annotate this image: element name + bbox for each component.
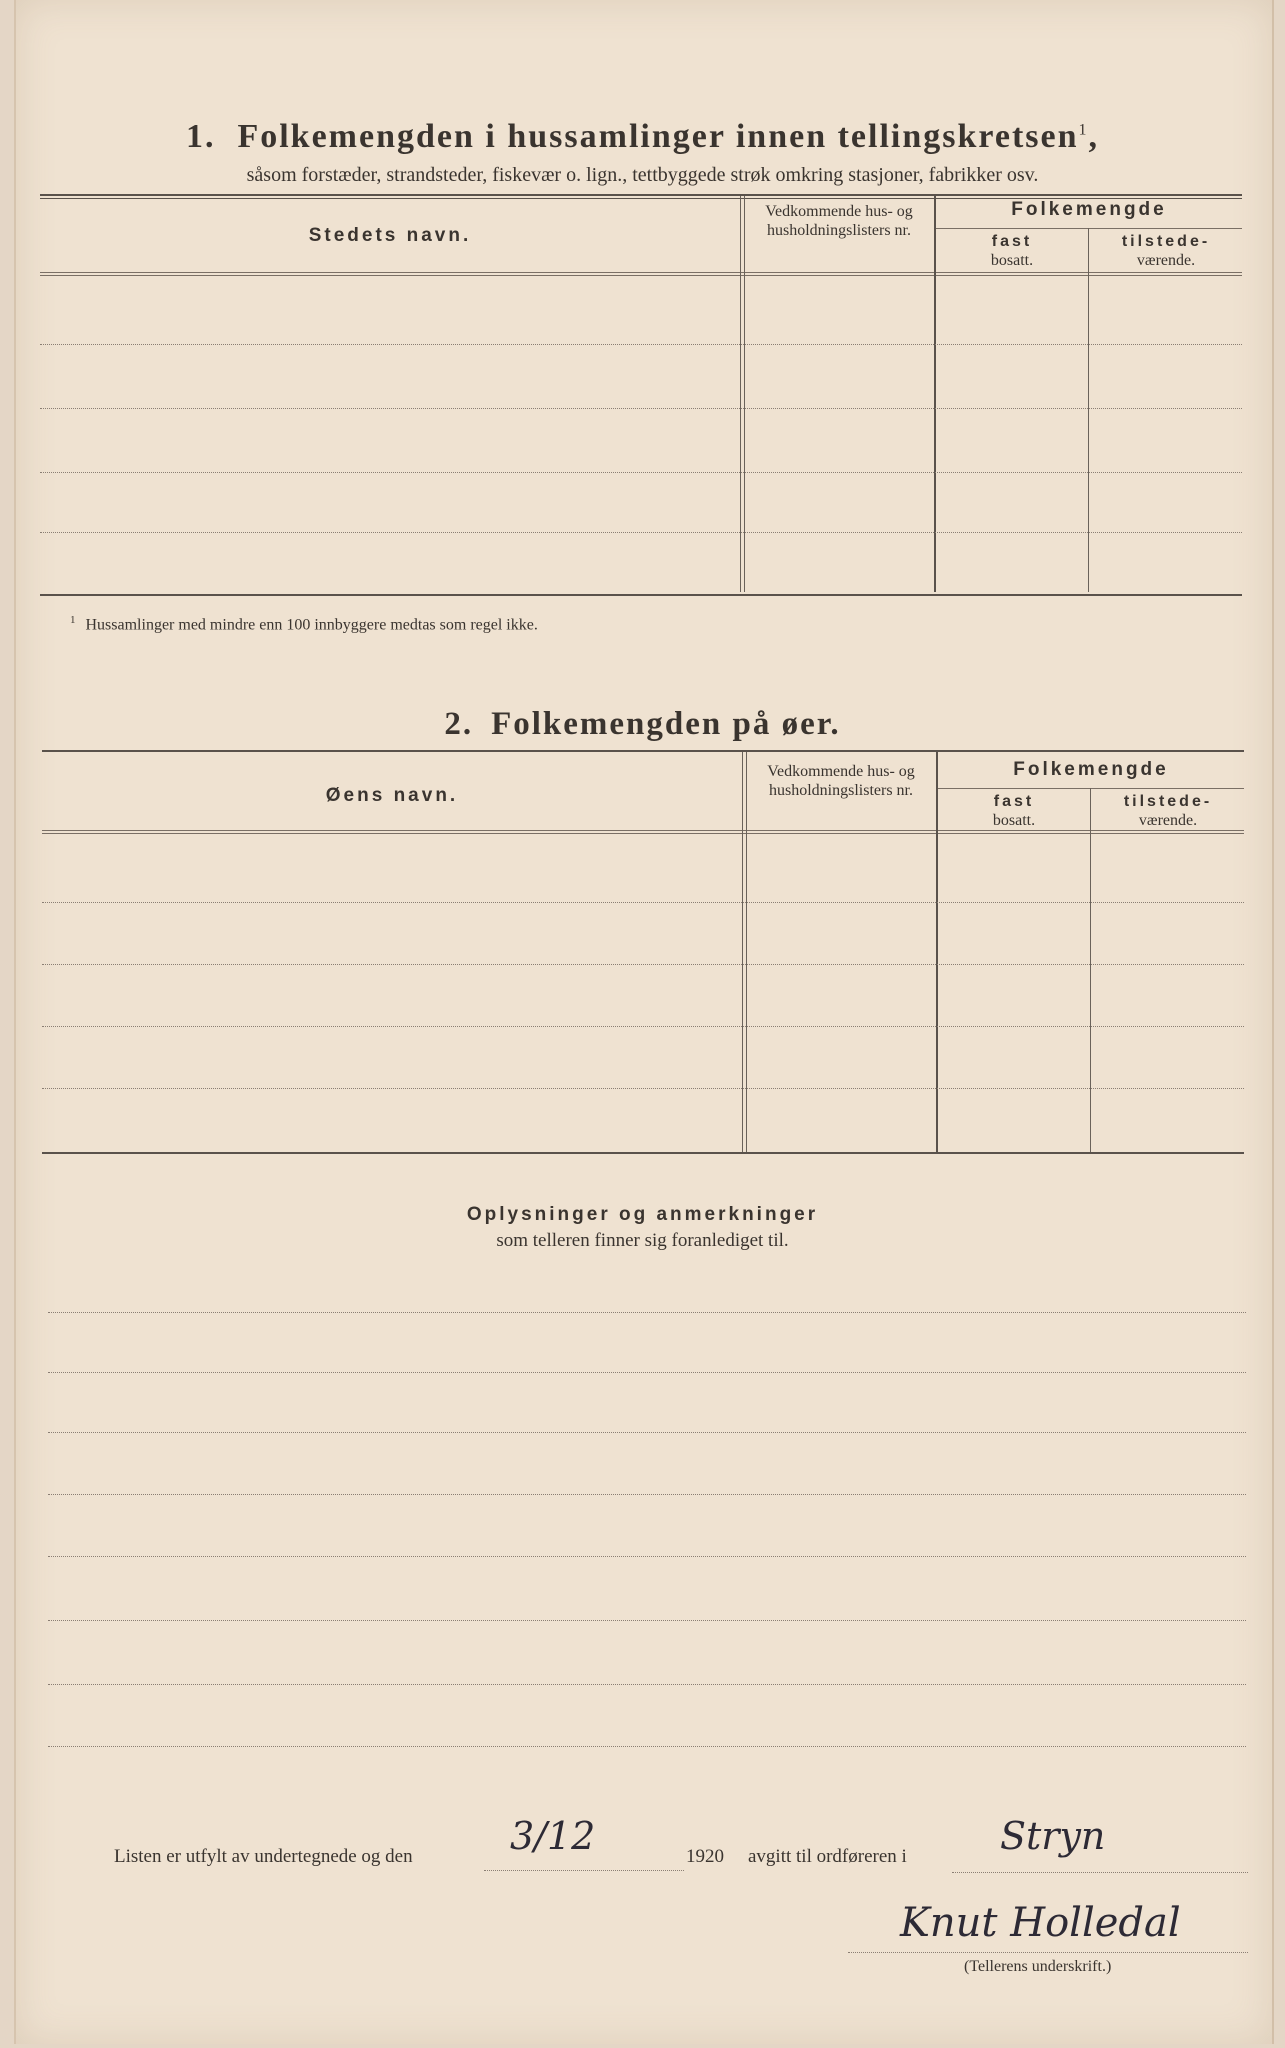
section1-title-text: Folkemengden i hussamlinger innen tellingskretsen <box>237 118 1079 155</box>
census-form-page <box>14 0 1274 2044</box>
table-row <box>42 902 1244 903</box>
section2-title: 2. Folkemengden på øer. <box>444 706 841 742</box>
closing-prefix: Listen er utfylt av undertegnede og den <box>114 1846 413 1867</box>
handwritten-date: 3/12 <box>510 1814 596 1858</box>
notes-line[interactable] <box>48 1746 1246 1747</box>
notes-line[interactable] <box>48 1620 1246 1621</box>
signature-caption: (Tellerens underskrift.) <box>964 1958 1112 1975</box>
closing-year: 1920 <box>686 1846 724 1867</box>
table-row <box>42 964 1244 965</box>
notes-line[interactable] <box>48 1684 1246 1685</box>
section2-header-list-no: Vedkommende hus- og husholdningslisters nr. <box>767 763 915 799</box>
section1-number: 1. <box>185 118 216 155</box>
table-row <box>42 1026 1244 1027</box>
section1-header-population: Folkemengde <box>1011 199 1167 220</box>
section2-table-top-rule <box>42 750 1244 752</box>
handwritten-signature: Knut Holledal <box>900 1900 1181 1946</box>
notes-title: Oplysninger og anmerkninger <box>466 1204 819 1225</box>
section1-header-fast: fast bosatt. <box>990 233 1034 269</box>
section2-header-tilstede: tilstede- værende. <box>1123 793 1213 829</box>
section1-header-name: Stedets navn. <box>308 225 472 246</box>
section1-subtitle: såsom forstæder, strandsteder, fiskevær o. lign., tettbyggede strøk omkring stasjoner, fabrikker osv. <box>246 164 1039 186</box>
section1-header-list-no: Vedkommende hus- og husholdningslisters nr. <box>765 203 913 239</box>
notes-line[interactable] <box>48 1556 1246 1557</box>
notes-line[interactable] <box>48 1372 1246 1373</box>
notes-line[interactable] <box>48 1312 1246 1313</box>
notes-line[interactable] <box>48 1432 1246 1433</box>
table-row <box>40 344 1242 345</box>
notes-line[interactable] <box>48 1494 1246 1495</box>
section2-table-bottom-rule <box>42 1152 1244 1154</box>
section2-header-name: Øens navn. <box>325 785 459 806</box>
section1-title: 1. Folkemengden i hussamlinger innen tellingskretsen$^1$, <box>185 118 1100 155</box>
table-row <box>40 532 1242 533</box>
section1-footnote-ref: 1 <box>1078 121 1089 139</box>
section2-header-population: Folkemengde <box>1013 759 1169 780</box>
handwritten-place: Stryn <box>1000 1814 1106 1858</box>
section1-table-top-rule <box>40 194 1242 196</box>
section1-table-bottom-rule <box>40 594 1242 596</box>
closing-middle: avgitt til ordføreren i <box>748 1846 907 1867</box>
notes-subtitle: som telleren finner sig foranlediget til. <box>496 1230 789 1251</box>
table-row <box>40 472 1242 473</box>
section2-header-fast: fast bosatt. <box>992 793 1036 829</box>
section1-header-tilstede: tilstede- værende. <box>1121 233 1211 269</box>
table-row <box>40 408 1242 409</box>
footnote: $^1$ Hussamlinger med mindre enn 100 innbyggere medtas som regel ikke. <box>70 614 538 634</box>
table-row <box>42 1088 1244 1089</box>
